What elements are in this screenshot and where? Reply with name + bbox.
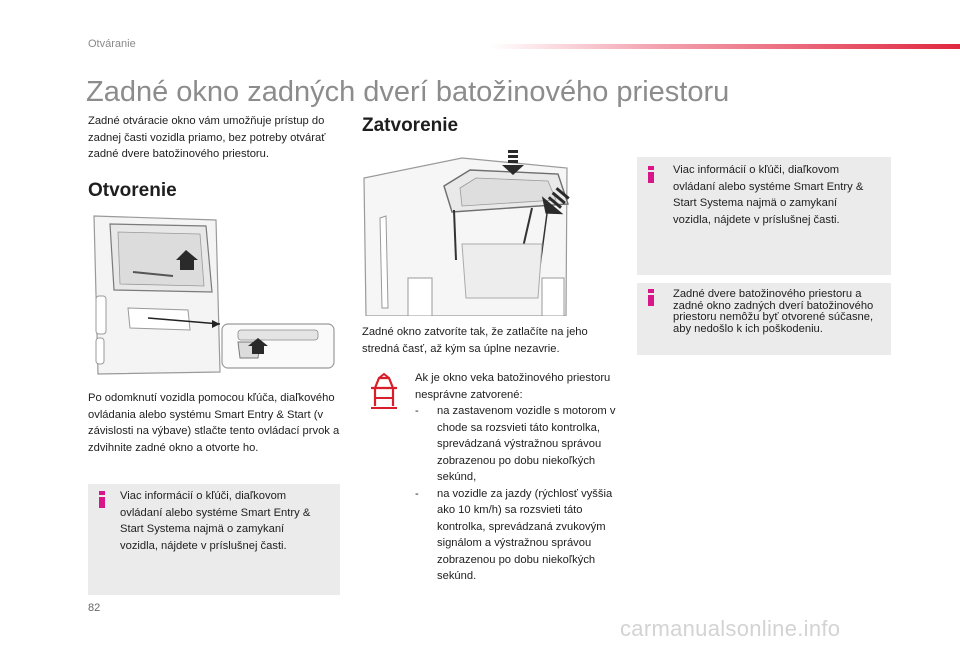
list-item: - na vozidle za jazdy (rýchlosť vyššia ako 10 km/h) sa rozsvieti táto kontrolka, sprevádzaná zvukovým signálom a výstražnou správou zobrazenou po dobu niekoľkých sekúnd.: [415, 487, 613, 582]
header-rule: [490, 44, 960, 49]
page-number: 82: [88, 602, 101, 614]
opening-text: Po odomknutí vozidla pomocou kľúča, diaľkového ovládania alebo systému Smart Entry & Start (v závislosti na výbave) stlačte tento ovládací prvok a zdvihnite zadné okno a otvorte ho.: [88, 392, 340, 454]
info-icon: [648, 289, 654, 306]
opening-heading: Otvorenie: [88, 180, 177, 201]
warning-list: [415, 403, 625, 585]
sidebar-info-text-1: Viac informácií o kľúči, diaľkovom ovládaní alebo systéme Smart Entry & Start Systema najmä o zamykaní vozidla, nájdete v príslušnej časti.: [673, 164, 864, 226]
closing-heading: Zatvorenie: [362, 115, 459, 136]
opening-info-box: [88, 484, 340, 595]
list-item: - na zastavenom vozidle s motorom v chode sa rozsvieti táto kontrolka, sprevádzaná výstražnou správou zobrazenou po dobu niekoľkých sekúnd,: [415, 405, 616, 483]
opening-info-text: Viac informácií o kľúči, diaľkovom ovládaní alebo systéme Smart Entry & Start Systema najmä o zamykaní vozidla, nájdete v príslušnej časti.: [120, 490, 311, 552]
sidebar-info-box-1: [637, 157, 891, 275]
section-label: Otváranie: [88, 38, 136, 50]
watermark: carmanualsonline.info: [620, 616, 841, 641]
warning-intro: Ak je okno veka batožinového priestoru nesprávne zatvorené:: [415, 372, 611, 401]
page-title: Zadné okno zadných dverí batožinového priestoru: [86, 76, 730, 108]
info-icon: [648, 166, 654, 183]
closing-illustration: [362, 148, 612, 316]
sidebar-info-text-2: Zadné dvere batožinového priestoru a zadné okno zadných dverí batožinového priestoru nemôžu byť otvorené súčasne, aby nedošlo k ich poškodeniu.: [673, 288, 874, 335]
info-icon: [99, 491, 105, 508]
closing-text: Zadné okno zatvoríte tak, že zatlačíte na jeho stredná časť, až kým sa úplne nezavrie.: [362, 326, 588, 355]
intro-text: Zadné otváracie okno vám umožňuje prístup do zadnej časti vozidla priamo, bez potreby otvárať zadné dvere batožinového priestoru.: [88, 115, 326, 160]
sidebar-info-box-2: [637, 283, 891, 355]
opening-illustration: [88, 212, 340, 378]
tailgate-open-warning-icon: [368, 372, 400, 410]
